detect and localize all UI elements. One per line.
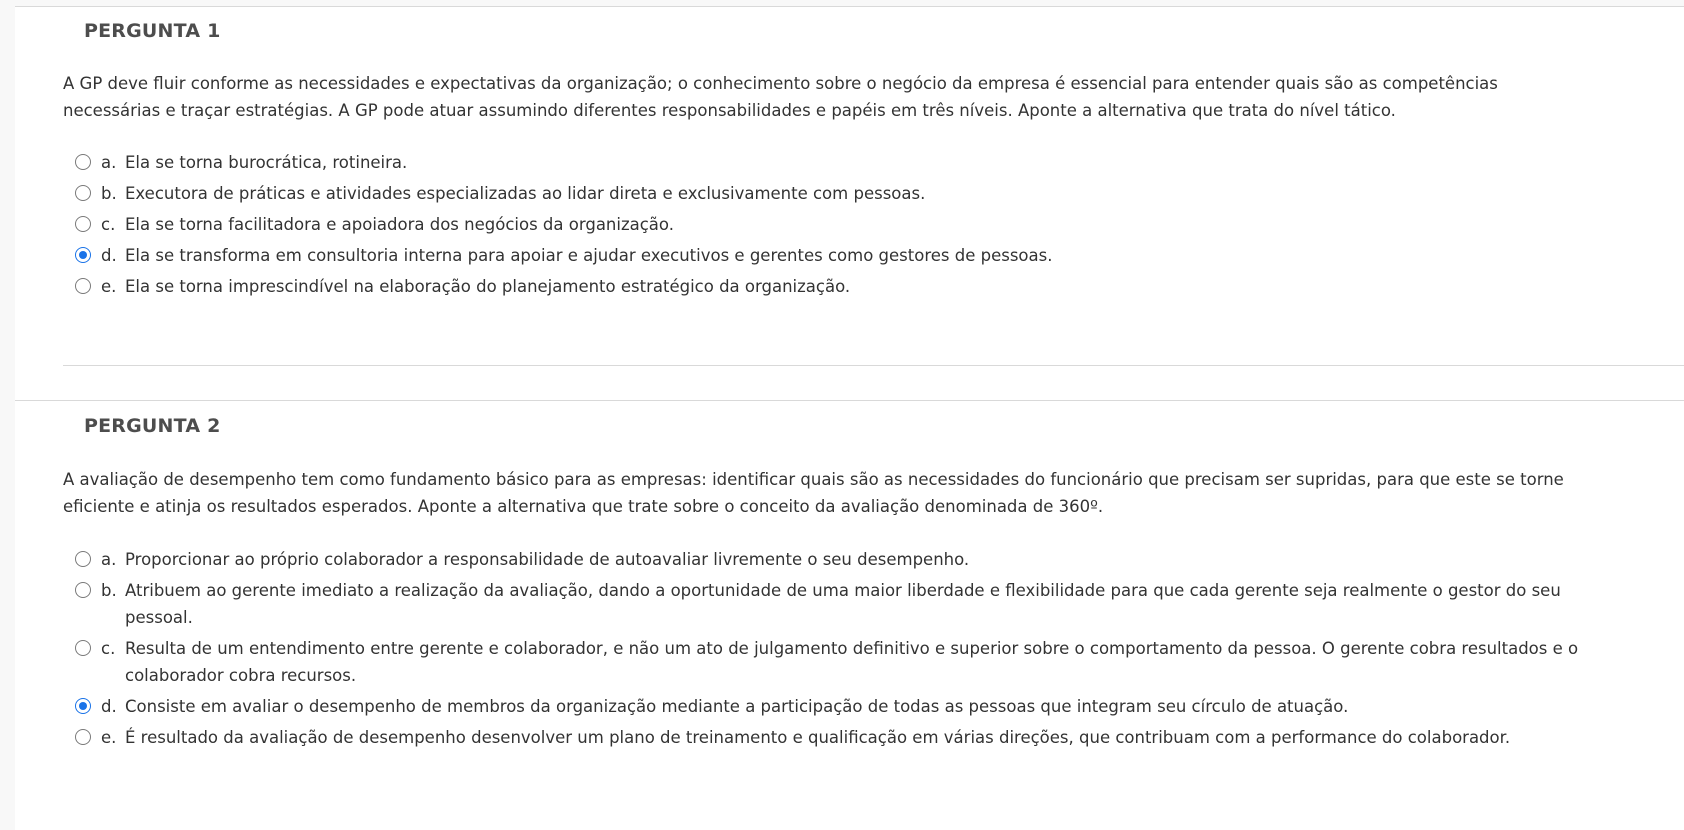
question-1-option-a[interactable] — [75, 149, 1615, 176]
option-text: Executora de práticas e atividades especializadas ao lidar direta e exclusivamente com pessoas. — [125, 184, 926, 203]
question-2-option-b[interactable] — [75, 577, 1615, 631]
question-1-option-e[interactable] — [75, 273, 1615, 300]
radio-button[interactable] — [75, 247, 91, 263]
question-1-options — [75, 149, 1615, 304]
question-2-text: A avaliação de desempenho tem como fundamento básico para as empresas: identificar quais são as necessidades do funcionário que precisam ser supridas, para que este se torne eficiente e atinja os resultados esperados. Aponte a alternativa que trate sobre o conceito da avaliação denominada de 360º. — [63, 470, 1564, 516]
option-letter: c. — [101, 215, 116, 234]
question-2-heading: PERGUNTA 2 — [84, 415, 221, 437]
question-2-options — [75, 546, 1615, 755]
question-2-option-d[interactable] — [75, 693, 1615, 720]
option-letter: a. — [101, 153, 117, 172]
question-2 — [15, 400, 1684, 830]
question-1-option-c[interactable] — [75, 211, 1615, 238]
option-text: Proporcionar ao próprio colaborador a responsabilidade de autoavaliar livremente o seu desempenho. — [125, 550, 970, 569]
radio-button[interactable] — [75, 216, 91, 232]
question-1-option-d[interactable] — [75, 242, 1615, 269]
option-text: Ela se torna imprescindível na elaboração do planejamento estratégico da organização. — [125, 277, 851, 296]
option-letter: a. — [101, 550, 117, 569]
question-2-option-a[interactable] — [75, 546, 1615, 573]
question-1-option-b[interactable] — [75, 180, 1615, 207]
radio-button[interactable] — [75, 640, 91, 656]
option-text: Ela se torna facilitadora e apoiadora dos negócios da organização. — [125, 215, 674, 234]
radio-button[interactable] — [75, 729, 91, 745]
question-1-text: A GP deve fluir conforme as necessidades e expectativas da organização; o conhecimento sobre o negócio da empresa é essencial para entender quais são as competências necessárias e traçar estratégias. A GP pode atuar assumindo diferentes responsabilidades e papéis em três níveis. Aponte a alternativa que trata do nível tático. — [63, 74, 1498, 120]
option-text: Resulta de um entendimento entre gerente e colaborador, e não um ato de julgamento definitivo e superior sobre o comportamento da pessoa. O gerente cobra resultados e o colaborador cobra recursos. — [125, 639, 1579, 685]
option-text: É resultado da avaliação de desempenho desenvolver um plano de treinamento e qualificação em várias direções, que contribuam com a performance do colaborador. — [125, 728, 1511, 747]
option-letter: e. — [101, 277, 117, 296]
radio-button[interactable] — [75, 698, 91, 714]
question-1-divider — [63, 365, 1684, 366]
question-1 — [15, 7, 1684, 400]
radio-button[interactable] — [75, 154, 91, 170]
question-2-option-e[interactable] — [75, 724, 1615, 751]
option-letter: b. — [101, 184, 117, 203]
option-letter: c. — [101, 639, 116, 658]
option-letter: d. — [101, 697, 117, 716]
radio-button[interactable] — [75, 185, 91, 201]
question-1-heading: PERGUNTA 1 — [84, 20, 221, 42]
option-text: Atribuem ao gerente imediato a realização da avaliação, dando a oportunidade de uma maior liberdade e flexibilidade para que cada gerente seja realmente o gestor do seu pessoal. — [125, 581, 1561, 627]
radio-button[interactable] — [75, 582, 91, 598]
option-text: Consiste em avaliar o desempenho de membros da organização mediante a participação de todas as pessoas que integram seu círculo de atuação. — [125, 697, 1349, 716]
question-2-option-c[interactable] — [75, 635, 1615, 689]
option-text: Ela se torna burocrática, rotineira. — [125, 153, 408, 172]
option-letter: e. — [101, 728, 117, 747]
radio-button[interactable] — [75, 278, 91, 294]
radio-button[interactable] — [75, 551, 91, 567]
option-letter: d. — [101, 246, 117, 265]
option-letter: b. — [101, 581, 117, 600]
option-text: Ela se transforma em consultoria interna para apoiar e ajudar executivos e gerentes como gestores de pessoas. — [125, 246, 1053, 265]
